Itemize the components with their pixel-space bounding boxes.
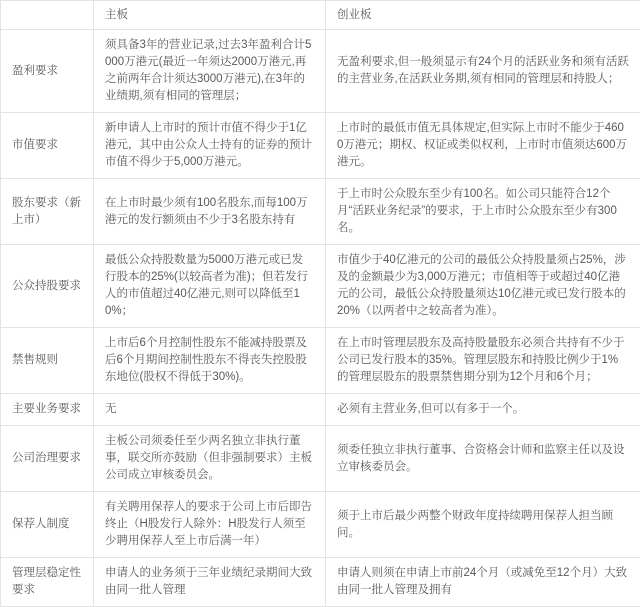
table-header xyxy=(1,1,640,30)
main-board-cell: 须具备3年的营业记录,过去3年盈利合计5000万港元(最近一年须达2000万港元,再之前两年合计须达3000万港元),在3年的业绩期,须有相同的管理层； xyxy=(94,30,326,113)
row-label: 管理层稳定性要求 xyxy=(1,558,94,607)
gem-board-cell: 须委任独立非执行董事、合资格会计师和监察主任以及设立审核委员会。 xyxy=(326,426,640,492)
gem-board-cell: 必须有主营业务,但可以有多于一个。 xyxy=(326,394,640,426)
table-row-sponsor-system xyxy=(1,492,640,558)
gem-board-cell: 无盈利要求,但一般须显示有24个月的活跃业务和须有活跃的主营业务,在活跃业务期,须有相同的管理层和持股人； xyxy=(326,30,640,113)
gem-board-cell: 于上市时公众股东至少有100名。如公司只能符合12个月“活跃业务纪录”的要求，于上市时公众股东至少有300名。 xyxy=(326,179,640,245)
row-label: 禁售规则 xyxy=(1,328,94,394)
main-board-cell: 在上市时最少须有100名股东,而每100万港元的发行额须由不少于3名股东持有 xyxy=(94,179,326,245)
table-row-market-cap-requirement xyxy=(1,113,640,179)
table-row-main-business-requirement xyxy=(1,394,640,426)
gem-board-cell: 申请人则须在申请上市前24个月（或减免至12个月）大致由同一批人管理及拥有 xyxy=(326,558,640,607)
gem-board-column-header: 创业板 xyxy=(326,1,640,30)
gem-board-cell: 市值少于40亿港元的公司的最低公众持股量须占25%，涉及的金额最少为3,000万港元；市值相等于或超过40亿港元的公司，最低公众持股量须达10亿港元或已发行股本的20%（以两者中之较高者为准）。 xyxy=(326,245,640,328)
main-board-cell: 最低公众持股数量为5000万港元或已发行股本的25%(以较高者为准)；但若发行人的市值超过40亿港元,则可以降低至10%； xyxy=(94,245,326,328)
row-label: 公众持股要求 xyxy=(1,245,94,328)
table-row-management-stability-requirement xyxy=(1,558,640,607)
main-board-cell: 主板公司须委任至少两名独立非执行董事，联交所亦鼓励（但非强制要求）主板公司成立审核委员会。 xyxy=(94,426,326,492)
main-board-cell: 上市后6个月控制性股东不能减持股票及后6个月期间控制性股东不得丧失控股股东地位(股权不得低于30%)。 xyxy=(94,328,326,394)
row-label: 主要业务要求 xyxy=(1,394,94,426)
gem-board-cell: 在上市时管理层股东及高持股量股东必须合共持有不少于公司已发行股本的35%。管理层股东和持股比例少于1%的管理层股东的股票禁售期分别为12个月和6个月； xyxy=(326,328,640,394)
corner-header-cell xyxy=(1,1,94,30)
main-board-cell: 有关聘用保荐人的要求于公司上市后即告终止（H股发行人除外：H股发行人须至少聘用保荐人至上市后满一年） xyxy=(94,492,326,558)
row-label: 市值要求 xyxy=(1,113,94,179)
gem-board-cell: 上市时的最低市值无具体规定,但实际上市时不能少于4600万港元；期权、权证或类似权利，上市时市值须达600万港元。 xyxy=(326,113,640,179)
main-board-cell: 无 xyxy=(94,394,326,426)
row-label: 股东要求（新上市） xyxy=(1,179,94,245)
header-row xyxy=(1,1,640,30)
gem-board-cell: 须于上市后最少两整个财政年度持续聘用保荐人担当顾问。 xyxy=(326,492,640,558)
table-body xyxy=(1,30,640,607)
table-row-corporate-governance-requirement xyxy=(1,426,640,492)
main-board-cell: 申请人的业务须于三年业绩纪录期间大致由同一批人管理 xyxy=(94,558,326,607)
table-row-lockup-rules xyxy=(1,328,640,394)
main-board-cell: 新申请人上市时的预计市值不得少于1亿港元，其中由公众人士持有的证券的预计市值不得少于5,000万港元。 xyxy=(94,113,326,179)
row-label: 公司治理要求 xyxy=(1,426,94,492)
table-row-profit-requirement xyxy=(1,30,640,113)
row-label: 保荐人制度 xyxy=(1,492,94,558)
table-row-shareholder-requirement xyxy=(1,179,640,245)
table-row-public-float-requirement xyxy=(1,245,640,328)
main-board-column-header: 主板 xyxy=(94,1,326,30)
row-label: 盈利要求 xyxy=(1,30,94,113)
